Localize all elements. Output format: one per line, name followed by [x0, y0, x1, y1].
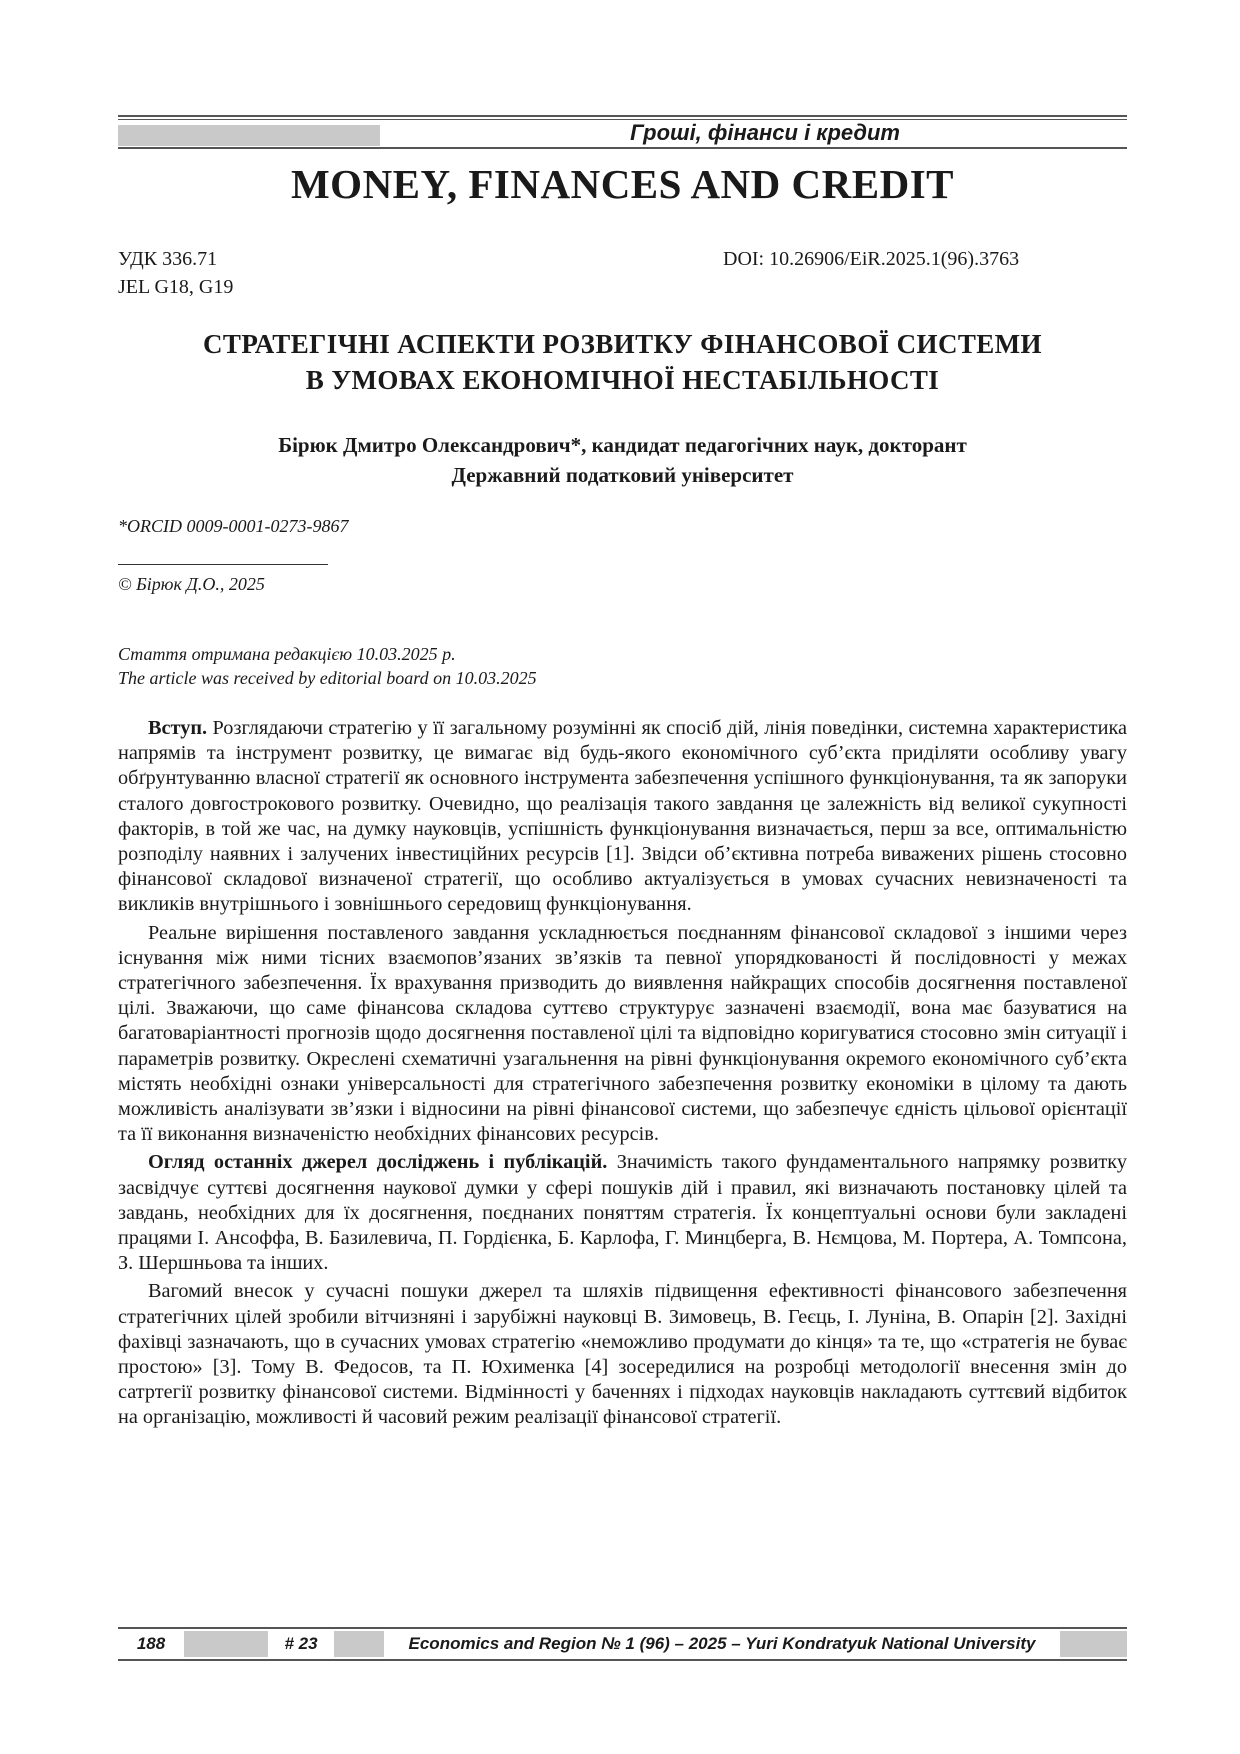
orcid-note: *ORCID 0009-0001-0273-9867 — [118, 516, 349, 536]
footer-gray-block-3 — [1060, 1631, 1127, 1657]
received-date-en: The article was received by editorial board on 10.03.2025 — [118, 668, 537, 688]
doi-link[interactable]: DOI: 10.26906/EiR.2025.1(96).3763 — [723, 248, 1020, 270]
page-number: 188 — [118, 1631, 184, 1657]
footnote-separator — [118, 564, 328, 565]
article-title-line-2: В УМОВАХ ЕКОНОМІЧНОЇ НЕСТАБІЛЬНОСТІ — [305, 365, 940, 395]
footer-journal-info: Economics and Region № 1 (96) – 2025 – Yuri Kondratyuk National University — [384, 1631, 1060, 1657]
author-affiliation: Державний податковий університет — [451, 463, 794, 487]
footer-rule-bottom — [118, 1659, 1127, 1661]
udk-code: УДК 336.71 — [118, 248, 218, 270]
received-date-ua: Стаття отримана редакцією 10.03.2025 р. — [118, 644, 456, 664]
paragraph-introduction — [118, 716, 1127, 918]
header-gray-block — [118, 125, 380, 146]
jel-code: JEL G18, G19 — [118, 276, 234, 298]
header-rule-bottom — [118, 147, 1127, 149]
paragraph: Реальне вирішення поставленого завдання ускладнюється поєднанням фінансової складової з іншими через існування між ними тісних взаємопов’язаних зв’язків та певної упорядкованості й послідовності у межах стратегічного забезпечення. Їх врахування призводить до виявлення найкращих способів досягнення поставленої цілі. Зважаючи, що саме фінансова складова суттєво структурує зазначені взаємодії, вона має базуватися на багатоваріантності прогнозів щодо досягнення поставленої цілі та відповідно коригуватися стосовно змін ситуації і параметрів розвитку. Окреслені схематичні узагальнення на рівні функціонування окремого економічного суб’єкта містять необхідні ознаки універсальності для стратегічного забезпечення розвитку економіки в цілому та дають можливість аналізувати зв’язки і відносини на рівні фінансової системи, що забезпечує єдність цільової орієнтації та її виконання визначеністю необхідних фінансових ресурсів. — [118, 921, 1127, 1146]
article-body — [118, 716, 1127, 1434]
footer-gray-block-1 — [184, 1631, 268, 1657]
issue-number: # 23 — [268, 1631, 334, 1657]
footer-bar — [118, 1631, 1127, 1657]
section-heading-literature-review: Огляд останніх джерел досліджень і публікацій. — [148, 1151, 608, 1174]
author-name: Бірюк Дмитро Олександрович*, кандидат педагогічних наук, докторант — [278, 433, 967, 457]
paragraph-literature-review — [118, 1150, 1127, 1276]
copyright-note: © Бірюк Д.О., 2025 — [118, 574, 265, 594]
article-title — [118, 326, 1127, 398]
paragraph: Вагомий внесок у сучасні пошуки джерел та шляхів підвищення ефективності фінансового забезпечення стратегічних цілей зробили вітчизняні і зарубіжні науковці В. Зимовець, В. Геєць, І. Луніна, В. Опарін [2]. Західні фахівці зазначають, що в сучасних умовах стратегію «неможливо продумати до кінця» та те, що «стратегія не буває простою» [3]. Тому В. Федосов, та П. Юхименка [4] зосередилися на розробці методології внесення змін до сатртегії розвитку фінансової системи. Відмінності у баченнях і підходах науковців накладають суттєвий відбиток на організацію, можливості й часовий режим реалізації фінансової стратегії. — [118, 1280, 1127, 1429]
paragraph-text: Значимість такого фундаментального напрямку розвитку засвідчує суттєві досягнення наукової думки у сфері пошуків дій і правил, які визначають постановку цілей та завдань, необхідних для їх досягнення, поєднаних поняттям стратегія. Їх концептуальні основи були закладені працями І. Ансоффа, В. Базилевича, П. Гордієнка, Б. Карлофа, Г. Минцберга, В. Нємцова, М. Портера, А. Томпсона, З. Шершньова та інших. — [118, 1151, 1127, 1275]
journal-title-ua: Гроші, фінанси і кредит — [630, 120, 900, 145]
paragraph-text: Розглядаючи стратегію у її загальному розумінні як спосіб дій, лінія поведінки, системна характеристика напрямів та інструмент розвитку, це вимагає від будь-якого економічного суб’єкта приділяти особливу увагу обґрунтуванню власної стратегії як основного інструмента забезпечення успішного функціонування, та як запоруки сталого довгострокового розвитку. Очевидно, що реалізація такого завдання це залежність від великої сукупності факторів, в той же час, на думку науковців, успішність функціонування визначається, перш за все, оптимальністю розподілу наявних і залучених інвестиційних ресурсів [1]. Звідси об’єктивна потреба виважених рішень стосовно фінансової складової визначеної стратегії, що особливо актуалізується в умовах сучасних невизначеності та викликів внутрішнього і зовнішнього середовищ функціонування. — [118, 717, 1127, 916]
journal-title-en: MONEY, FINANCES AND CREDIT — [290, 161, 954, 207]
footer-rule-top — [118, 1627, 1127, 1629]
footer-gray-block-2 — [334, 1631, 384, 1657]
header-rule-top — [118, 115, 1127, 117]
article-title-line-1: СТРАТЕГІЧНІ АСПЕКТИ РОЗВИТКУ ФІНАНСОВОЇ СИСТЕМИ — [203, 329, 1042, 359]
section-heading-introduction: Вступ. — [148, 717, 208, 739]
author-block — [118, 430, 1127, 490]
